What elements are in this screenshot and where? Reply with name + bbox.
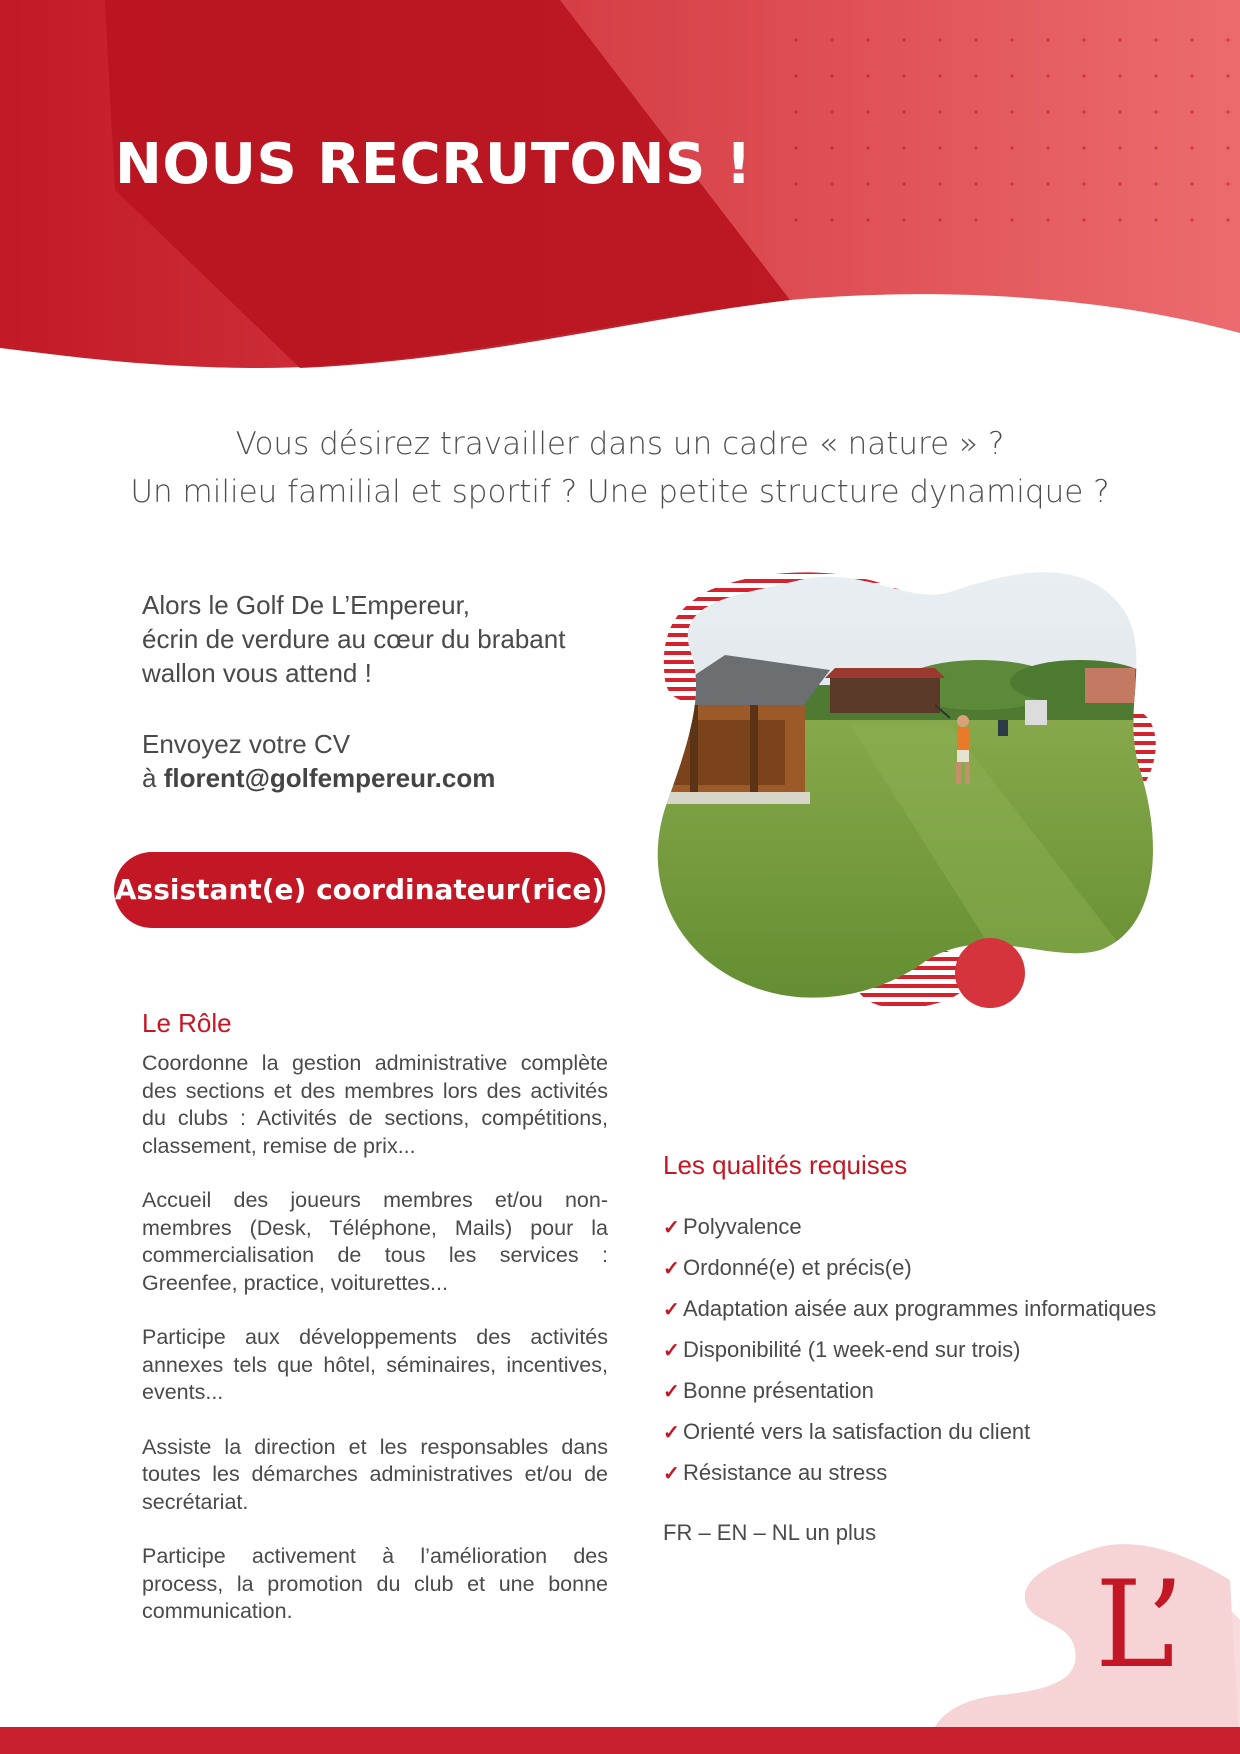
role-description [142,1050,608,1653]
job-title-button[interactable]: Assistant(e) coordinateur(rice) [114,852,605,928]
quality-label: Orienté vers la satisfaction du client [683,1419,1031,1444]
logo-background [930,1540,1240,1754]
list-item [663,1453,1183,1494]
welcome-text [142,588,612,690]
golf-photo [650,570,1170,1030]
welcome-line-1: Alors le Golf De L’Empereur, [142,590,471,620]
contact-prefix: à [142,763,164,793]
checkmark-icon: ✓ [663,1381,680,1403]
footer-bar [0,1727,1240,1754]
role-heading: Le Rôle [142,1008,232,1038]
page-title: NOUS RECRUTONS ! [115,132,752,197]
list-item [663,1412,1183,1453]
club-logo: L’ [1095,1556,1185,1695]
decor-circle [955,938,1025,1008]
list-item [663,1289,1183,1330]
quality-label: Bonne présentation [683,1378,874,1403]
checkmark-icon: ✓ [663,1258,680,1280]
welcome-line-3: wallon vous attend ! [142,658,372,688]
contact-block [142,727,612,795]
contact-email[interactable]: florent@golfempereur.com [163,763,496,793]
checkmark-icon: ✓ [663,1463,680,1485]
checkmark-icon: ✓ [663,1340,680,1362]
list-item [663,1330,1183,1371]
contact-email-line [142,761,612,795]
quality-label: Ordonné(e) et précis(e) [683,1255,912,1280]
role-paragraph: Accueil des joueurs membres et/ou non-membres (Desk, Téléphone, Mails) pour la commercialisation de tous les services : Greenfee, practice, voiturettes... [142,1188,608,1295]
role-paragraph: Participe aux développements des activités annexes tels que hôtel, séminaires, incentives, events... [142,1325,608,1404]
role-paragraph: Coordonne la gestion administrative complète des sections et des membres lors des activités du clubs : Activités de sections, compétitions, classement, remise de prix... [142,1051,608,1158]
quality-label: Résistance au stress [683,1460,888,1485]
role-paragraph: Participe activement à l’amélioration des process, la promotion du club et une bonne communication. [142,1544,608,1623]
qualities-list [663,1207,1183,1494]
quality-label: Adaptation aisée aux programmes informatiques [683,1296,1157,1321]
quality-label: Polyvalence [683,1214,802,1239]
welcome-line-2: écrin de verdure au cœur du brabant [142,624,566,654]
languages-note: FR – EN – NL un plus [663,1520,877,1545]
role-paragraph: Assiste la direction et les responsables dans toutes les démarches administratives et/ou de secrétariat. [142,1434,608,1514]
intro-line-2: Un milieu familial et sportif ? Une petite structure dynamique ? [130,474,1110,510]
contact-line: Envoyez votre CV [142,729,351,759]
checkmark-icon: ✓ [663,1299,680,1321]
checkmark-icon: ✓ [663,1217,680,1239]
qualities-heading: Les qualités requises [663,1150,908,1180]
list-item [663,1248,1183,1289]
quality-label: Disponibilité (1 week-end sur trois) [683,1337,1021,1362]
list-item [663,1207,1183,1248]
intro-text [0,420,1240,516]
intro-line-1: Vous désirez travailler dans un cadre « nature » ? [235,426,1005,462]
list-item [663,1371,1183,1412]
checkmark-icon: ✓ [663,1422,680,1444]
